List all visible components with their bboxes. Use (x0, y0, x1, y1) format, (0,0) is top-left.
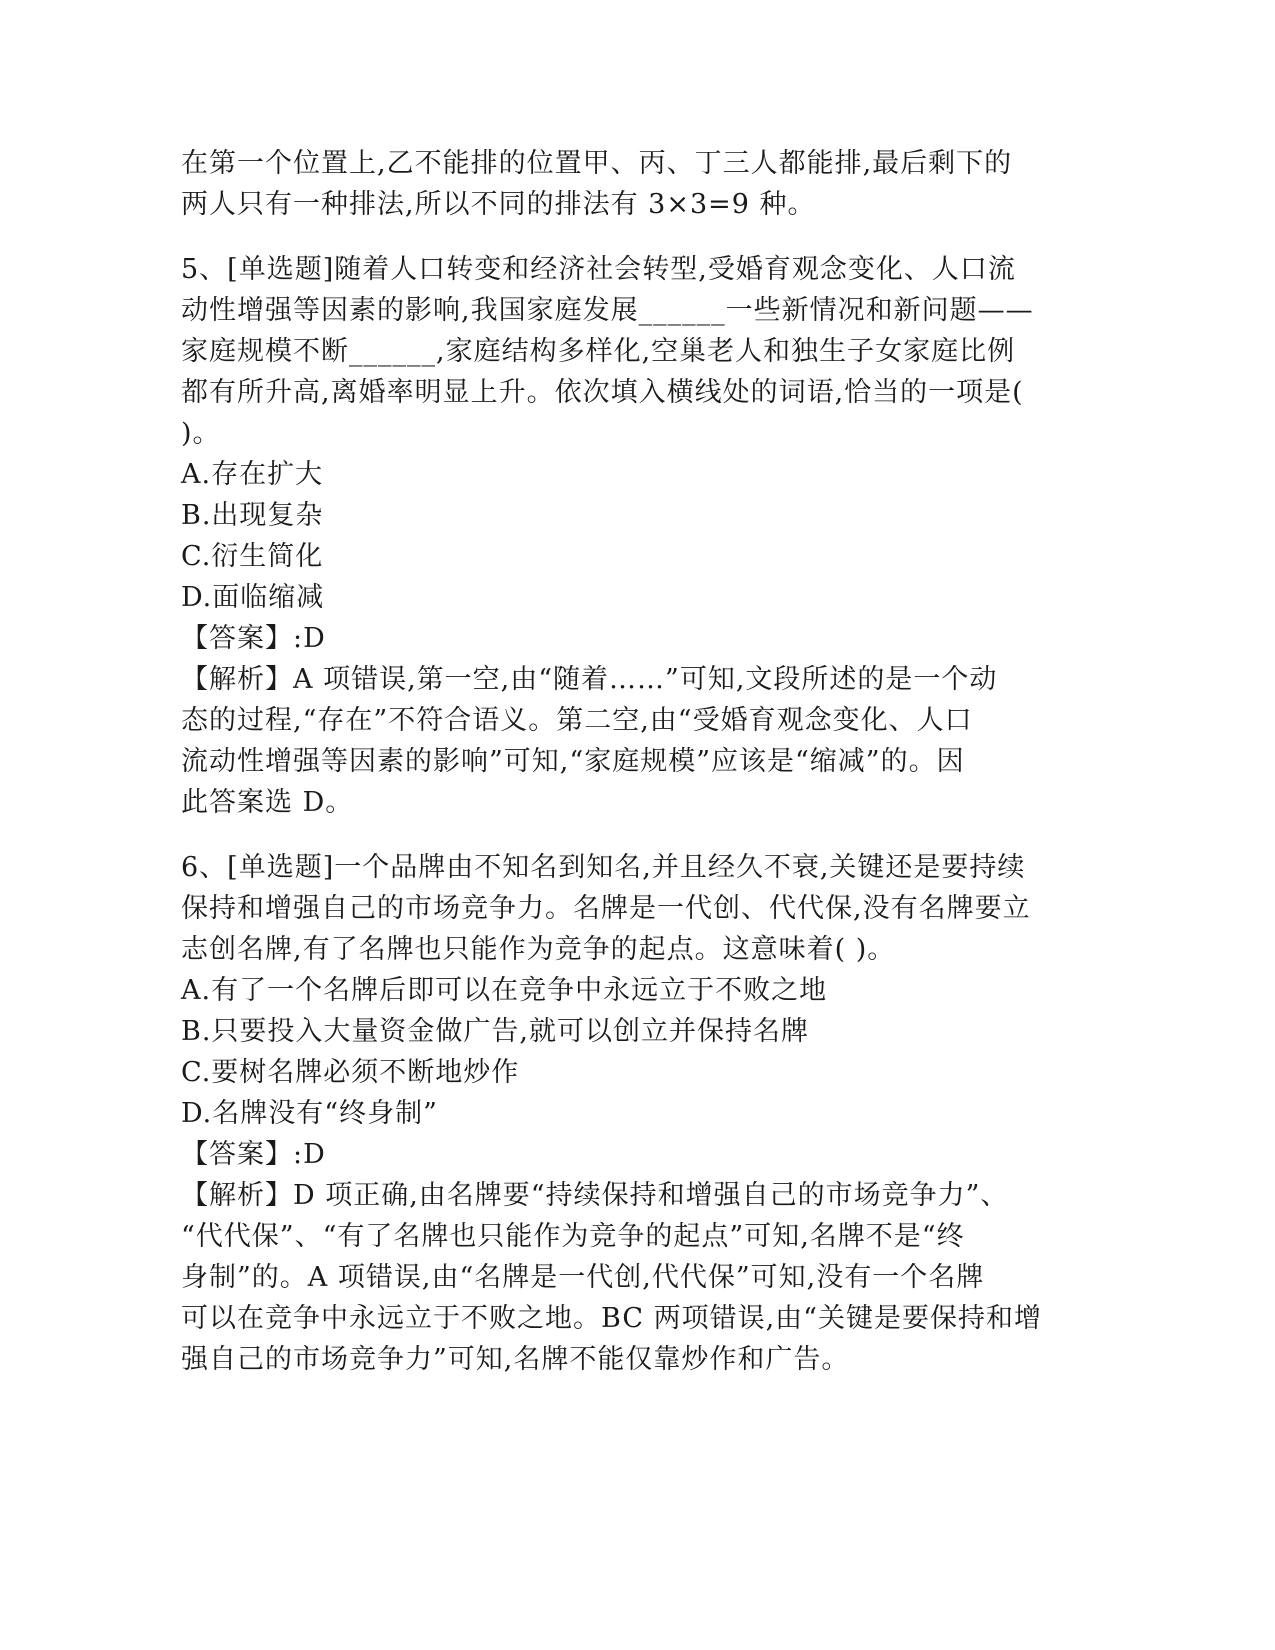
text-line: 保持和增强自己的市场竞争力。名牌是一代创、代代保,没有名牌要立 (181, 893, 1031, 924)
option-a: A.存在扩大 (181, 459, 324, 490)
answer: 【答案】:D (181, 1139, 326, 1170)
text-line: 身制”的。A 项错误,由“名牌是一代创,代代保”可知,没有一个名牌 (181, 1262, 985, 1293)
text-line: 在第一个位置上,乙不能排的位置甲、丙、丁三人都能排,最后剩下的 (181, 148, 1013, 179)
text-line: 【解析】A 项错误,第一空,由“随着……”可知,文段所述的是一个动 (181, 664, 998, 695)
text-line: 志创名牌,有了名牌也只能作为竞争的起点。这意味着( )。 (181, 934, 896, 965)
text-line: 可以在竞争中永远立于不败之地。BC 两项错误,由“关键是要保持和增 (181, 1303, 1042, 1334)
question-6 (181, 847, 1051, 1380)
text-line: 流动性增强等因素的影响”可知,“家庭规模”应该是“缩减”的。因 (181, 746, 965, 777)
question-stem (181, 249, 1051, 454)
question-5 (181, 249, 1051, 823)
text-line: 此答案选 D。 (181, 787, 354, 818)
option-d: D.面临缩减 (181, 582, 325, 613)
option-c: C.衍生简化 (181, 541, 324, 572)
text-line: 【解析】D 项正确,由名牌要“持续保持和增强自己的市场竞争力”、 (181, 1180, 1009, 1211)
option-d: D.名牌没有“终身制” (181, 1098, 438, 1129)
option-c: C.要树名牌必须不断地炒作 (181, 1057, 520, 1088)
text-line: 两人只有一种排法,所以不同的排法有 3×3=9 种。 (181, 189, 816, 220)
text-line: 都有所升高,离婚率明显上升。依次填入横线处的词语,恰当的一项是( (181, 377, 1024, 408)
text-line: 态的过程,“存在”不符合语义。第二空,由“受婚育观念变化、人口 (181, 705, 973, 736)
text-line: “代代保”、“有了名牌也只能作为竞争的起点”可知,名牌不是“终 (181, 1221, 965, 1252)
text-line: )。 (181, 418, 221, 449)
text-line: 家庭规模不断______,家庭结构多样化,空巢老人和独生子女家庭比例 (181, 336, 1016, 367)
option-list (181, 454, 1051, 618)
answer: 【答案】:D (181, 623, 326, 654)
option-b: B.出现复杂 (181, 500, 324, 531)
option-a: A.有了一个名牌后即可以在竞争中永远立于不败之地 (181, 975, 828, 1006)
explanation (181, 1175, 1051, 1380)
text-line: 强自己的市场竞争力”可知,名牌不能仅靠炒作和广告。 (181, 1344, 850, 1375)
option-list (181, 970, 1051, 1134)
previous-explanation (181, 143, 1051, 225)
text-line: 6、[单选题]一个品牌由不知名到知名,并且经久不衰,关键还是要持续 (181, 852, 1026, 883)
text-line: 5、[单选题]随着人口转变和经济社会转型,受婚育观念变化、人口流 (181, 254, 1016, 285)
text-line: 动性增强等因素的影响,我国家庭发展______一些新情况和新问题—— (181, 295, 1034, 326)
option-b: B.只要投入大量资金做广告,就可以创立并保持名牌 (181, 1016, 810, 1047)
explanation (181, 659, 1051, 823)
question-stem (181, 847, 1051, 970)
document-page (181, 143, 1051, 1380)
